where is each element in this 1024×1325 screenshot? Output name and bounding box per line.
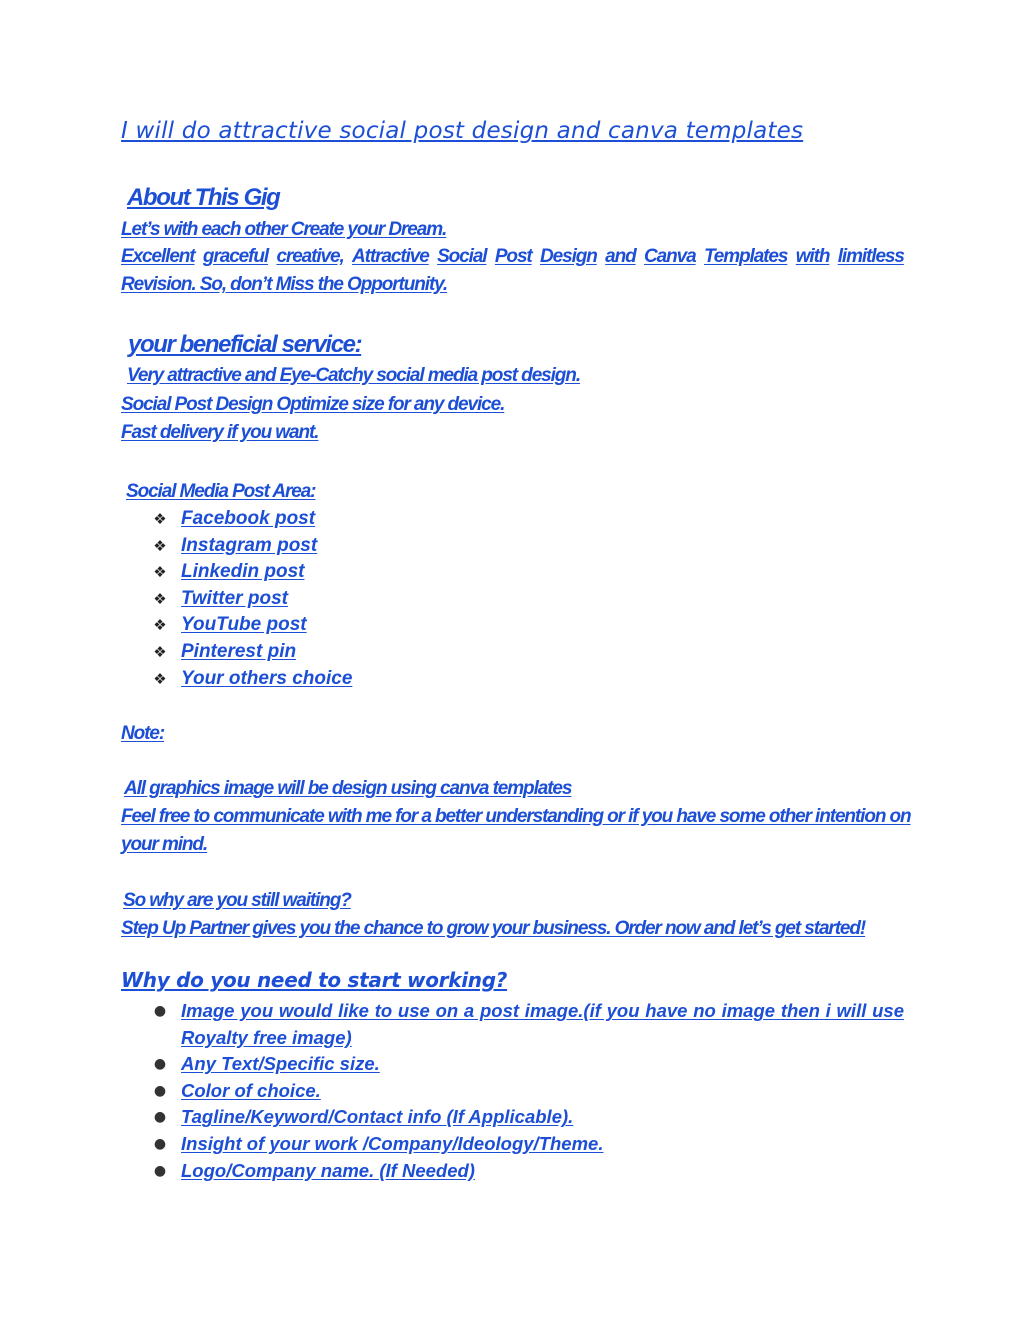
note-line-1: All graphics image will be design using canva templates [124,778,572,799]
area-item-pinterest: Pinterest pin [181,640,297,662]
diamond-bullet-icon: ❖ [153,616,167,635]
dot-bullet-icon: ● [153,1082,167,1099]
about-word: creative, [276,246,344,267]
note-line-2: Feel free to communicate with me for a better understanding or if you have some other intention on [121,806,911,827]
page-title: I will do attractive social post design and canva templates [121,118,804,144]
about-word: Attractive [352,246,429,267]
service-line-2: Social Post Design Optimize size for any device. [121,394,505,415]
about-word: Excellent [121,246,195,267]
service-heading: your beneficial service: [128,331,362,358]
dot-bullet-icon: ● [153,1056,167,1073]
list-item [150,1051,904,1078]
requirement-item: Image you would like to use on a post image.(if you have no image then i will use Royalty free image) [181,1000,904,1048]
about-word: Templates [703,246,788,267]
requirement-item: Any Text/Specific size. [181,1053,380,1075]
area-item-linkedin: Linkedin post [181,561,305,583]
area-heading: Social Media Post Area: [126,481,316,502]
area-item-youtube: YouTube post [181,614,307,636]
requirement-item: Tagline/Keyword/Contact info (If Applicable). [181,1106,574,1128]
dot-bullet-icon: ● [153,1003,167,1019]
requirements-list [150,998,904,1184]
about-heading: About This Gig [127,184,280,211]
about-line-3: Revision. So, don’t Miss the Opportunity. [121,274,448,295]
requirement-item: Insight of your work /Company/Ideology/Theme. [181,1132,604,1154]
requirement-item: Logo/Company name. (If Needed) [181,1159,475,1181]
about-word: Social [437,246,487,267]
about-word: graceful [202,246,269,267]
waiting-line-2: Step Up Partner gives you the chance to grow your business. Order now and let’s get started! [121,918,866,939]
service-line-3: Fast delivery if you want. [121,422,319,443]
service-line-1: Very attractive and Eye-Catchy social media post design. [127,365,580,386]
note-heading: Note: [121,723,165,744]
requirements-heading: Why do you need to start working? [121,968,508,992]
area-item-twitter: Twitter post [181,587,288,609]
list-item [150,1158,904,1185]
diamond-bullet-icon: ❖ [153,510,167,528]
about-word: Post [494,246,532,267]
diamond-bullet-icon: ❖ [153,536,167,555]
about-line-2 [121,246,904,268]
area-item-others: Your others choice [181,667,353,689]
area-item-instagram: Instagram post [181,534,318,556]
list-item [150,1131,904,1158]
dot-bullet-icon: ● [153,1162,167,1179]
about-line-1: Let’s with each other Create your Dream. [121,219,447,240]
diamond-bullet-icon: ❖ [153,589,167,608]
requirement-item: Color of choice. [181,1079,321,1101]
note-line-3: your mind. [121,834,208,855]
about-word: and [605,246,636,267]
dot-bullet-icon: ● [153,1109,167,1126]
list-item [150,1078,904,1105]
dot-bullet-icon: ● [153,1135,167,1152]
about-word: Design [540,246,597,267]
diamond-bullet-icon: ❖ [153,669,167,688]
diamond-bullet-icon: ❖ [153,642,167,661]
about-word: limitless [837,246,904,267]
list-item [150,998,904,1051]
area-item-facebook: Facebook post [181,508,316,529]
waiting-line-1: So why are you still waiting? [123,890,351,911]
diamond-bullet-icon: ❖ [153,563,167,582]
list-item [150,1104,904,1131]
about-word: with [795,246,830,267]
about-word: Canva [644,246,696,267]
